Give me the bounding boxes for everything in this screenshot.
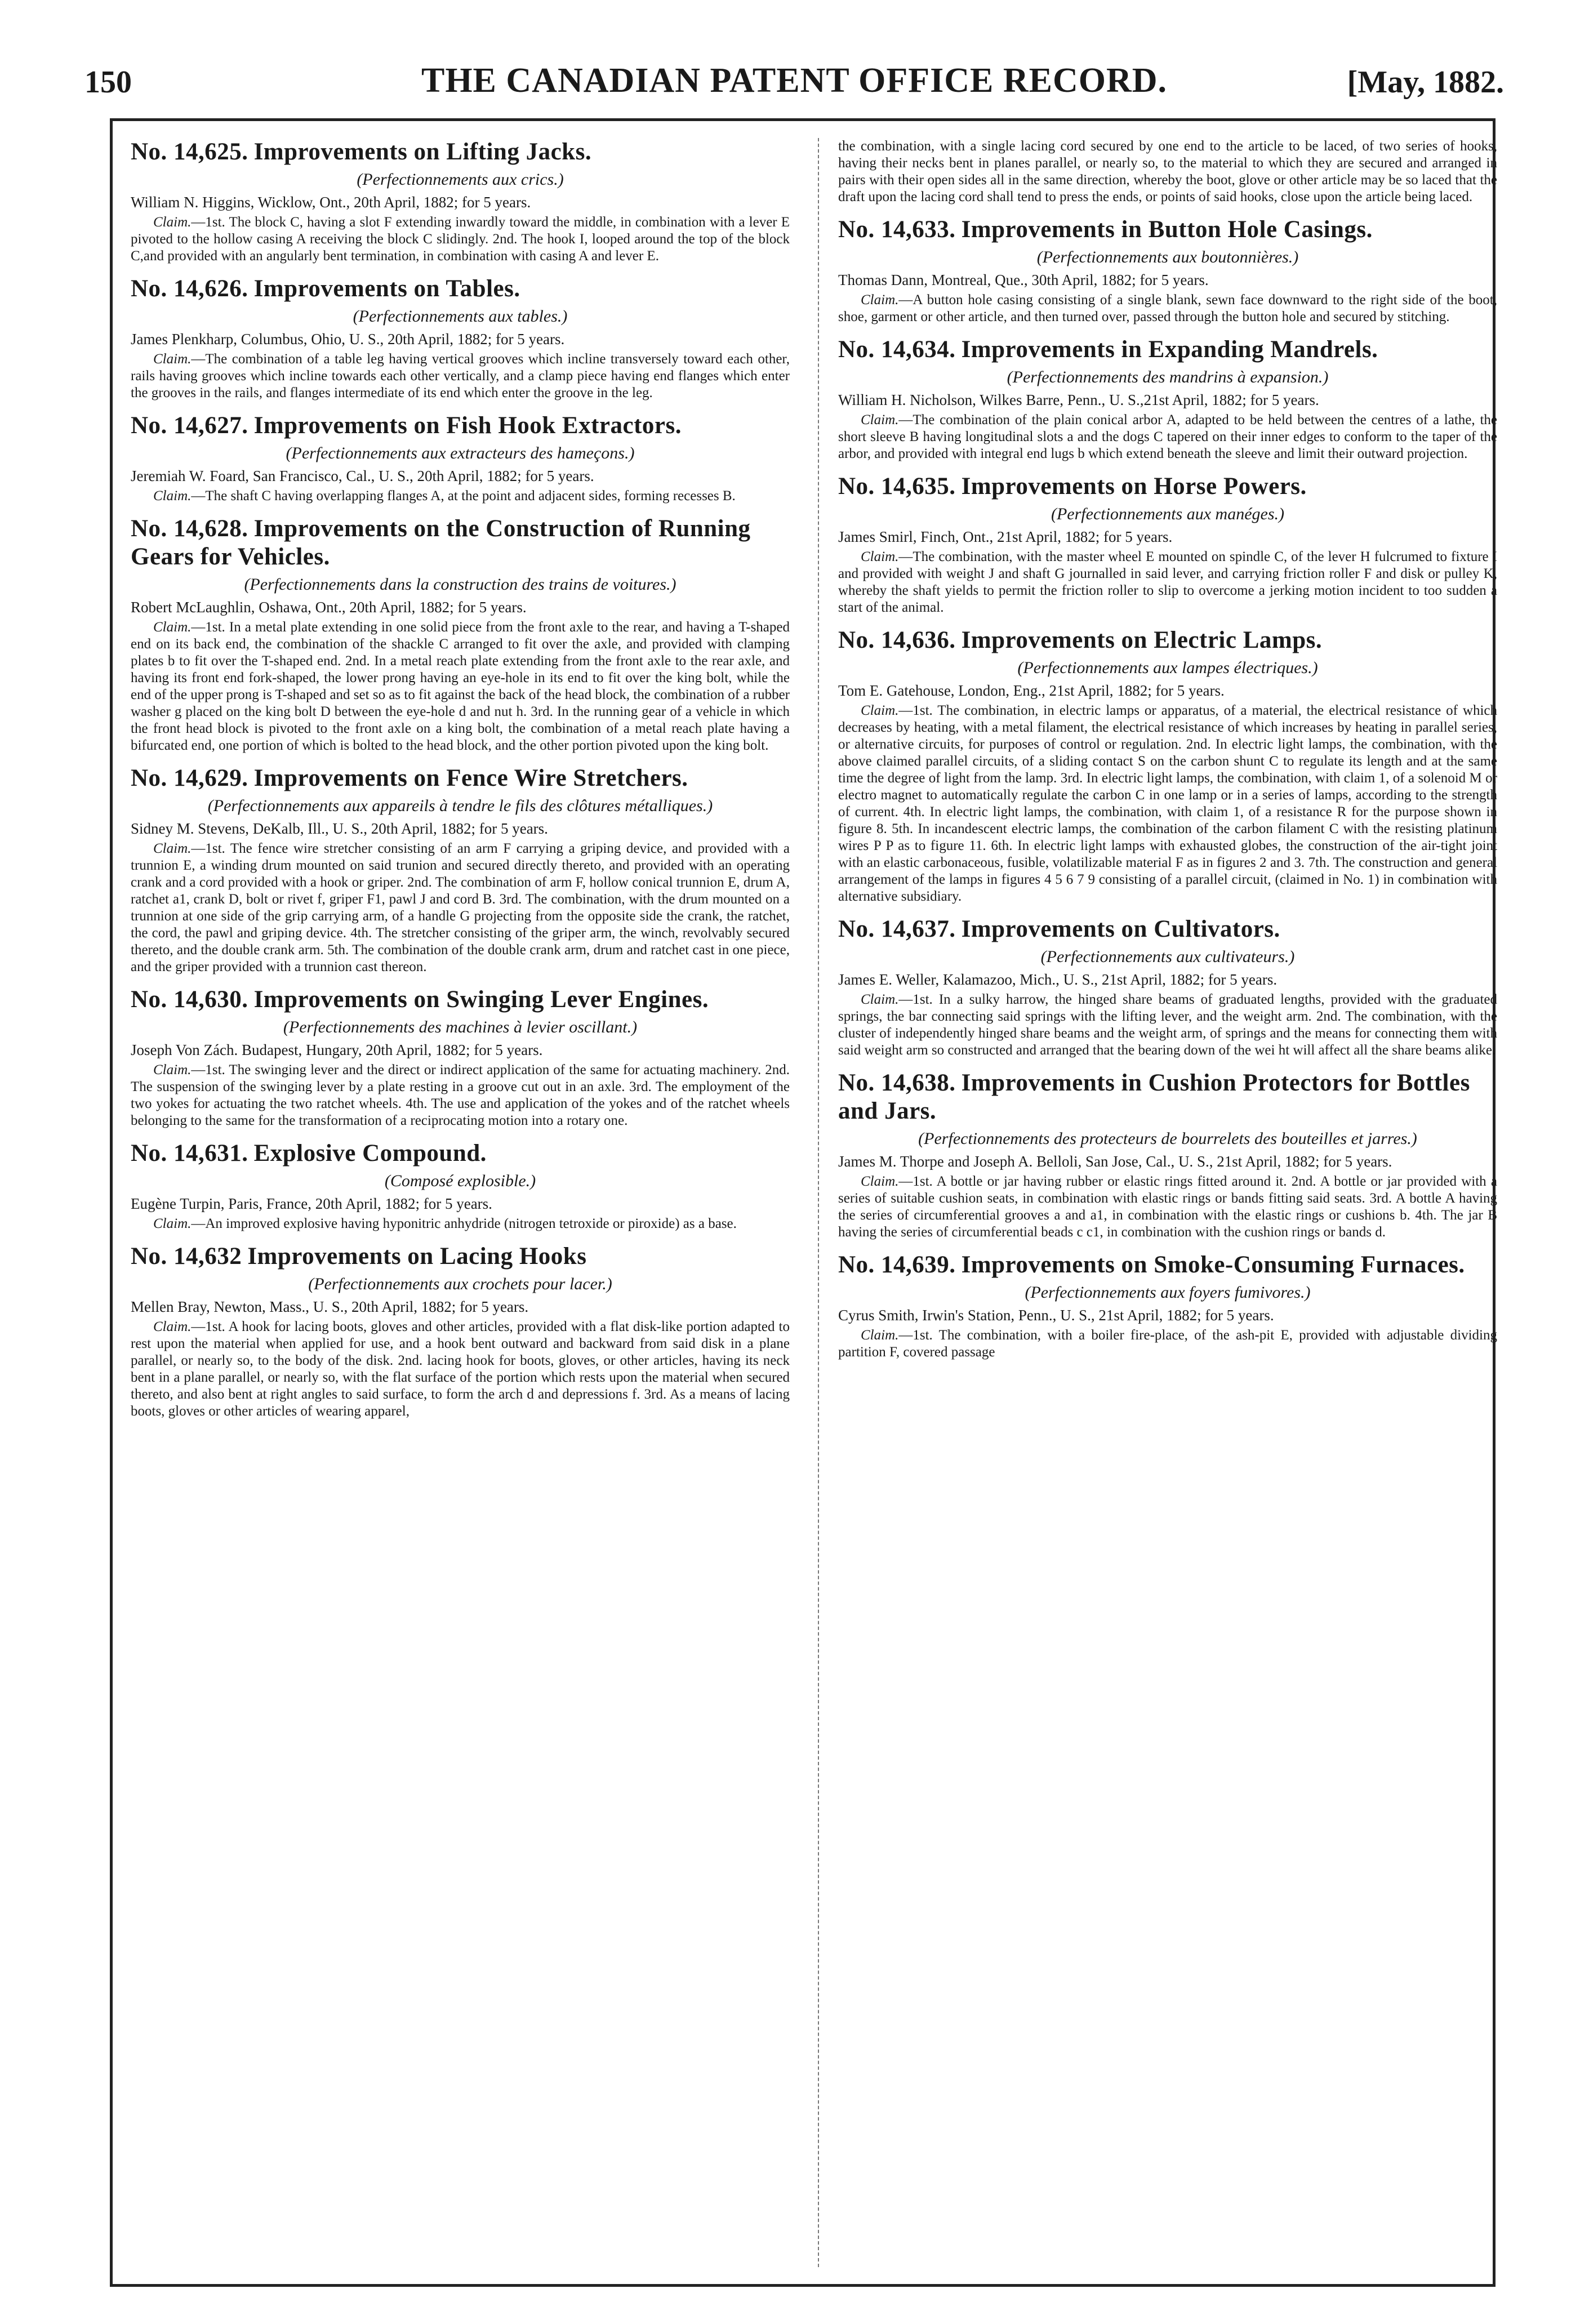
patent-heading (838, 1069, 1497, 1125)
inventor-line: Sidney M. Stevens, DeKalb, Ill., U. S., 20th April, 1882; for 5 years. (131, 820, 548, 837)
patent-entry (131, 412, 790, 505)
patent-entry (838, 915, 1497, 1059)
patent-title: Improvements in Expanding Mandrels. (961, 336, 1378, 363)
patent-number: No. 14,632 (131, 1243, 242, 1270)
claim-label: Claim. (861, 412, 899, 428)
claim-text (131, 1062, 790, 1129)
patent-title: Improvements on Lifting Jacks. (253, 139, 592, 165)
french-title: (Composé explosible.) (384, 1172, 536, 1190)
inventor-line: James Smirl, Finch, Ont., 21st April, 1882; for 5 years. (838, 528, 1173, 545)
french-title: (Perfectionnements aux tables.) (353, 307, 568, 326)
french-title: (Perfectionnements aux appareils à tendre le fils des clôtures métalliques.) (207, 796, 713, 815)
claim-label: Claim. (861, 703, 899, 718)
claim-text (838, 1327, 1497, 1361)
claim-body: —A button hole casing consisting of a single blank, sewn face downward to the right side of the boot, shoe, garment or other article, and then turned over, passed through the button hole and secured by stitching. (838, 292, 1497, 324)
patent-heading (131, 138, 790, 166)
inventor-line: Tom E. Gatehouse, London, Eng., 21st April, 1882; for 5 years. (838, 682, 1225, 699)
claim-body: —1st. The combination, in electric lamps or apparatus, of a material, the electrical resistance of which decreases by heating, with a metal filament, the electrical resistance of which increases by heating in parallel series, or alternative circuits, for purposes of control or regulation. 2nd. In electric light lamps, the combination, with the above claimed parallel circuits, of a sliding contact S on the carbon shunt C to regulate its length and at the same time the degree of light from the lamp. 3rd. In electric light lamps, the combination, with claim 1, of a solenoid M or electro magnet to automatically regulate the carbon C in one lamp or in a series of lamps, according to the strength of current. 4th. In electric light lamps, the combination, with claim 1, of a resistance R for the purpose shown in figure 8. 5th. In incandescent electric lamps, the combination of the carbon filament C with the resisting platinum wires P P as to figure 11. 6th. In electric light lamps with exhausted globes, the construction of the air-tight joint with an elastic carbonaceous, fusible, volatilizable material F as in figures 2 and 3. 7th. The construction and general arrangement of the lamps in figures 4 5 6 7 9 consisting of a parallel circuit, (claimed in No. 1) in combination with alternative subsidiary. (838, 703, 1497, 904)
inventor-line: James Plenkharp, Columbus, Ohio, U. S., 20th April, 1882; for 5 years. (131, 331, 565, 348)
french-title: (Perfectionnements aux lampes électriques.) (1017, 658, 1318, 677)
patent-entry (838, 336, 1497, 462)
patent-title: Explosive Compound. (253, 1140, 487, 1167)
inventor-line: James E. Weller, Kalamazoo, Mich., U. S., 21st April, 1882; for 5 years. (838, 971, 1278, 988)
french-title: (Perfectionnements des protecteurs de bourrelets des bouteilles et jarres.) (918, 1129, 1417, 1148)
patent-heading (838, 915, 1497, 943)
inventor-line: William N. Higgins, Wicklow, Ont., 20th April, 1882; for 5 years. (131, 194, 531, 211)
claim-label: Claim. (153, 1319, 192, 1334)
patent-number: No. 14,627. (131, 412, 248, 439)
french-title: (Perfectionnements aux cultivateurs.) (1040, 947, 1295, 966)
claim-body: —1st. A bottle or jar having rubber or elastic rings fitted around it. 2nd. A bottle or jar provided with a series of suitable cushion seats, in combination with elastic rings or bands fitting said seats. 3rd. A bottle A having the series of circumferential grooves a and a1, in combination with the elastic rings or cushions b. 4th. The jar B having the series of circumferential beads c c1, in combination with the cushion rings or bands d. (838, 1174, 1497, 1240)
claim-body: —1st. The swinging lever and the direct or indirect application of the same for actuating machinery. 2nd. The suspension of the swinging lever by a plate resting in a groove cut out in an axle. 3rd. The employment of the two yokes for actuating the two ratchet wheels. 4th. The use and application of the yokes and of the ratchet wheels belonging to the same for the transformation of a reciprocating motion into a rotary one. (131, 1062, 790, 1128)
page-number: 150 (84, 65, 132, 100)
inventor-line: Eugène Turpin, Paris, France, 20th April, 1882; for 5 years. (131, 1195, 492, 1212)
patent-heading (838, 216, 1497, 244)
patent-entry (131, 1139, 790, 1232)
claim-body: —1st. In a sulky harrow, the hinged share beams of graduated lengths, provided with the graduated springs, the bar connecting said springs with the lifting lever, and the weight arm. 2nd. The combination, with the cluster of independently hinged share beams and the weight arm, of springs and the means for connecting them with said weight arm so constructed and arranged that the bearing down of the wei ht will affect all the share beams alike. (838, 992, 1497, 1058)
patent-number: No. 14,625. (131, 139, 248, 165)
claim-body: —The combination of a table leg having vertical grooves which incline transversely toward each other, rails having grooves which incline towards each other vertically, and a clamp piece having end flanges which enter the grooves in the rails, and flanges intermediate of its end which enter the groove in the leg. (131, 351, 790, 400)
claim-text (838, 1173, 1497, 1241)
patent-title: Improvements on Horse Powers. (961, 473, 1307, 500)
patent-number: No. 14,636. (838, 627, 956, 653)
patent-entry (131, 138, 790, 265)
french-title: (Perfectionnements dans la construction des trains de voitures.) (244, 575, 676, 594)
french-title: (Perfectionnements des mandrins à expansion.) (1007, 368, 1329, 386)
patent-heading (838, 626, 1497, 655)
patent-title: Improvements on Fence Wire Stretchers. (253, 765, 688, 791)
patent-number: No. 14,631. (131, 1140, 248, 1167)
claim-label: Claim. (861, 292, 899, 308)
patent-number: No. 14,638. (838, 1070, 956, 1096)
patent-entry (131, 986, 790, 1129)
claim-text (131, 1216, 790, 1232)
patent-heading (131, 515, 790, 571)
patent-entry (131, 515, 790, 754)
claim-text (838, 549, 1497, 616)
inventor-line: Jeremiah W. Foard, San Francisco, Cal., U. S., 20th April, 1882; for 5 years. (131, 468, 594, 484)
claim-text (131, 351, 790, 402)
claim-label: Claim. (861, 549, 899, 564)
claim-body: —1st. The combination, with a boiler fire-place, of the ash-pit E, provided with adjustable dividing partition F, covered passage (838, 1328, 1497, 1360)
patent-number: No. 14,626. (131, 275, 248, 302)
claim-body: —An improved explosive having hyponitric anhydride (nitrogen tetroxide or piroxide) as a base. (191, 1216, 737, 1231)
running-head (84, 61, 1504, 112)
claim-body: —1st. A hook for lacing boots, gloves and other articles, provided with a flat disk-like portion adapted to rest upon the material when applied for use, and a hook bent outward and backward from said disk in a plane parallel, or nearly so, to the body of the disk. 2nd. lacing hook for boots, gloves, or other articles, having its neck bent in a plane parallel, or nearly so, with the flat surface of the portion which rests upon the material when secured thereto, and also bent at right angles to said surface, to form the arch d and depressions f. 3rd. As a means of lacing boots, gloves or other articles of wearing apparel, (131, 1319, 790, 1419)
left-column (131, 138, 790, 2267)
column-divider (818, 138, 819, 2267)
claim-label: Claim. (153, 351, 192, 367)
patent-title: Improvements in Cushion Protectors for Bottles and Jars. (838, 1070, 1470, 1124)
patent-title: Improvements on Smoke-Consuming Furnaces. (961, 1252, 1465, 1278)
inventor-line: Thomas Dann, Montreal, Que., 30th April, 1882; for 5 years. (838, 271, 1209, 288)
claim-text (131, 1319, 790, 1420)
claim-text (838, 991, 1497, 1059)
inventor-line: Joseph Von Zách. Budapest, Hungary, 20th April, 1882; for 5 years. (131, 1041, 543, 1058)
patent-number: No. 14,634. (838, 336, 956, 363)
patent-heading (131, 986, 790, 1014)
french-title: (Perfectionnements des machines à levier oscillant.) (283, 1018, 638, 1036)
claim-label: Claim. (153, 215, 192, 230)
patent-number: No. 14,629. (131, 765, 248, 791)
claim-label: Claim. (153, 841, 192, 856)
patent-title: Improvements on Lacing Hooks (247, 1243, 587, 1270)
patent-title: Improvements in Button Hole Casings. (961, 216, 1373, 243)
claim-text (131, 488, 790, 505)
inventor-line: Robert McLaughlin, Oshawa, Ont., 20th April, 1882; for 5 years. (131, 599, 527, 616)
claim-text (131, 214, 790, 265)
claim-body: —The shaft C having overlapping flanges A, at the point and adjacent sides, forming recesses B. (191, 488, 736, 504)
claim-body: —1st. The block C, having a slot F extending inwardly toward the middle, in combination with a lever E pivoted to the hollow casing A receiving the block C slidingly. 2nd. The hook I, looped around the top of the block C,and provided with an angularly bent termination, in combination with casing A and lever E. (131, 215, 790, 264)
claim-label: Claim. (861, 1174, 899, 1189)
patent-entry (131, 764, 790, 976)
patent-title: Improvements on the Construction of Running Gears for Vehicles. (131, 515, 751, 570)
claim-text (838, 412, 1497, 462)
patent-title: Improvements on Cultivators. (961, 916, 1280, 942)
claim-label: Claim. (153, 488, 192, 504)
claim-body: —1st. The fence wire stretcher consisting of an arm F carrying a griping device, and provided with a trunnion E, a winding drum mounted on said trunion and secured directly thereto, and provided with an operating crank and a cord provided with a hook or griper. 2nd. The combination of arm F, hollow conical trunnion E, drum A, ratchet a1, crank D, bolt or rivet f, griper F1, pawl J and cord B. 3rd. The combination, with the drum mounted on a trunnion at one side of the grip carrying arm, of a handle G projecting from the opposite side the crank, the ratchet, the cord, the pawl and griping device. 4th. The stretcher consisting of the griper arm, the winch, revolvably secured thereto, and the double crank arm. 5th. The combination of the double crank arm, drum and ratchet cast in one piece, and the griper provided with a trunnion cast thereon. (131, 841, 790, 974)
french-title: (Perfectionnements aux foyers fumivores.) (1025, 1283, 1311, 1302)
patent-entry (838, 1069, 1497, 1241)
claim-text (838, 702, 1497, 905)
patent-number: No. 14,639. (838, 1252, 956, 1278)
claim-label: Claim. (861, 992, 899, 1007)
claim-text (131, 619, 790, 754)
continued-claim-text: the combination, with a single lacing cord secured by one end to the article to be laced, of two series of hooks, having their necks bent in planes parallel, or nearly so, to the material to which they are secured and arranged in pairs with their open sides all in the same direction, whereby the boot, glove or other article may be so laced that the draft upon the lacing cord shall tend to press the ends, or points of said hooks, close upon the article being laced. (838, 139, 1497, 204)
patent-entry (838, 216, 1497, 326)
claim-body: —The combination of the plain conical arbor A, adapted to be held between the centres of a lathe, the short sleeve B having longitudinal slots a and the dogs C tapered on their inner edges to conform to the taper of the arbor, and provided with integral end lugs b which extend beneath the sleeve and limit their outward projection. (838, 412, 1497, 461)
patent-number: No. 14,637. (838, 916, 956, 942)
claim-label: Claim. (153, 1216, 192, 1231)
patent-heading (131, 275, 790, 303)
claim-label: Claim. (153, 1062, 192, 1078)
patent-title: Improvements on Electric Lamps. (961, 627, 1323, 653)
patent-entry (131, 275, 790, 402)
patent-heading (131, 1243, 790, 1271)
claim-body: —The combination, with the master wheel E mounted on spindle C, of the lever H fulcrumed to fixture I and provided with weight J and shaft G journalled in said lever, and carrying friction roller F and disk or pulley K, whereby the shaft yields to permit the friction roller to slip to overcome a jerking motion incident to too sudden a start of the animal. (838, 549, 1497, 615)
inventor-line: Cyrus Smith, Irwin's Station, Penn., U. S., 21st April, 1882; for 5 years. (838, 1307, 1274, 1324)
inventor-line: Mellen Bray, Newton, Mass., U. S., 20th April, 1882; for 5 years. (131, 1298, 529, 1315)
patent-entry (838, 626, 1497, 905)
patent-number: No. 14,628. (131, 515, 248, 542)
inventor-line: James M. Thorpe and Joseph A. Belloli, San Jose, Cal., U. S., 21st April, 1882; for 5 years. (838, 1153, 1392, 1170)
claim-body: —1st. In a metal plate extending in one solid piece from the front axle to the rear, and having a T-shaped end on its back end, the combination of the shackle C arranged to fit over the axle, and provided with clamping plates b to fit over the T-shaped end. 2nd. In a metal reach plate extending from the front axle to the rear axle, and having its front end fork-shaped, the lower prong having an eye-hole in its end to fit over the king bolt, while the end of the upper prong is T-shaped and set so as to fit against the back of the head block, the combination of a rubber washer g placed on the king bolt D between the eye-hole d and nut h. 3rd. In the running gear of a vehicle in which the front head block is pivoted to the front axle on a king bolt, the combination of a metal reach plate having a bifurcated end, one portion of which is bolted to the head block, and the other portion pivoted upon the king bolt. (131, 620, 790, 753)
patent-heading (838, 473, 1497, 501)
claim-label: Claim. (861, 1328, 899, 1343)
french-title: (Perfectionnements aux boutonnières.) (1036, 248, 1299, 266)
patent-title: Improvements on Swinging Lever Engines. (253, 986, 709, 1013)
right-column (838, 138, 1497, 2267)
claim-label: Claim. (153, 620, 192, 635)
inventor-line: William H. Nicholson, Wilkes Barre, Penn., U. S.,21st April, 1882; for 5 years. (838, 391, 1319, 408)
french-title: (Perfectionnements aux manéges.) (1051, 505, 1285, 523)
patent-number: No. 14,635. (838, 473, 956, 500)
patent-heading (131, 764, 790, 793)
french-title: (Perfectionnements aux extracteurs des hameçons.) (286, 444, 635, 462)
patent-entry (838, 1251, 1497, 1361)
right-column-entries (838, 216, 1497, 1361)
patent-title: Improvements on Tables. (253, 275, 520, 302)
patent-heading (131, 1139, 790, 1168)
patent-entry (838, 473, 1497, 616)
publication-title: THE CANADIAN PATENT OFFICE RECORD. (421, 61, 1168, 100)
patent-title: Improvements on Fish Hook Extractors. (253, 412, 682, 439)
claim-text (838, 292, 1497, 326)
patent-entry (131, 1243, 790, 1420)
patent-number: No. 14,633. (838, 216, 956, 243)
patent-heading (838, 336, 1497, 364)
claim-text (131, 840, 790, 976)
patent-number: No. 14,630. (131, 986, 248, 1013)
patent-heading (131, 412, 790, 440)
issue-date: [May, 1882. (1347, 65, 1504, 100)
patent-heading (838, 1251, 1497, 1279)
french-title: (Perfectionnements aux crochets pour lacer.) (308, 1275, 612, 1293)
french-title: (Perfectionnements aux crics.) (357, 170, 564, 189)
